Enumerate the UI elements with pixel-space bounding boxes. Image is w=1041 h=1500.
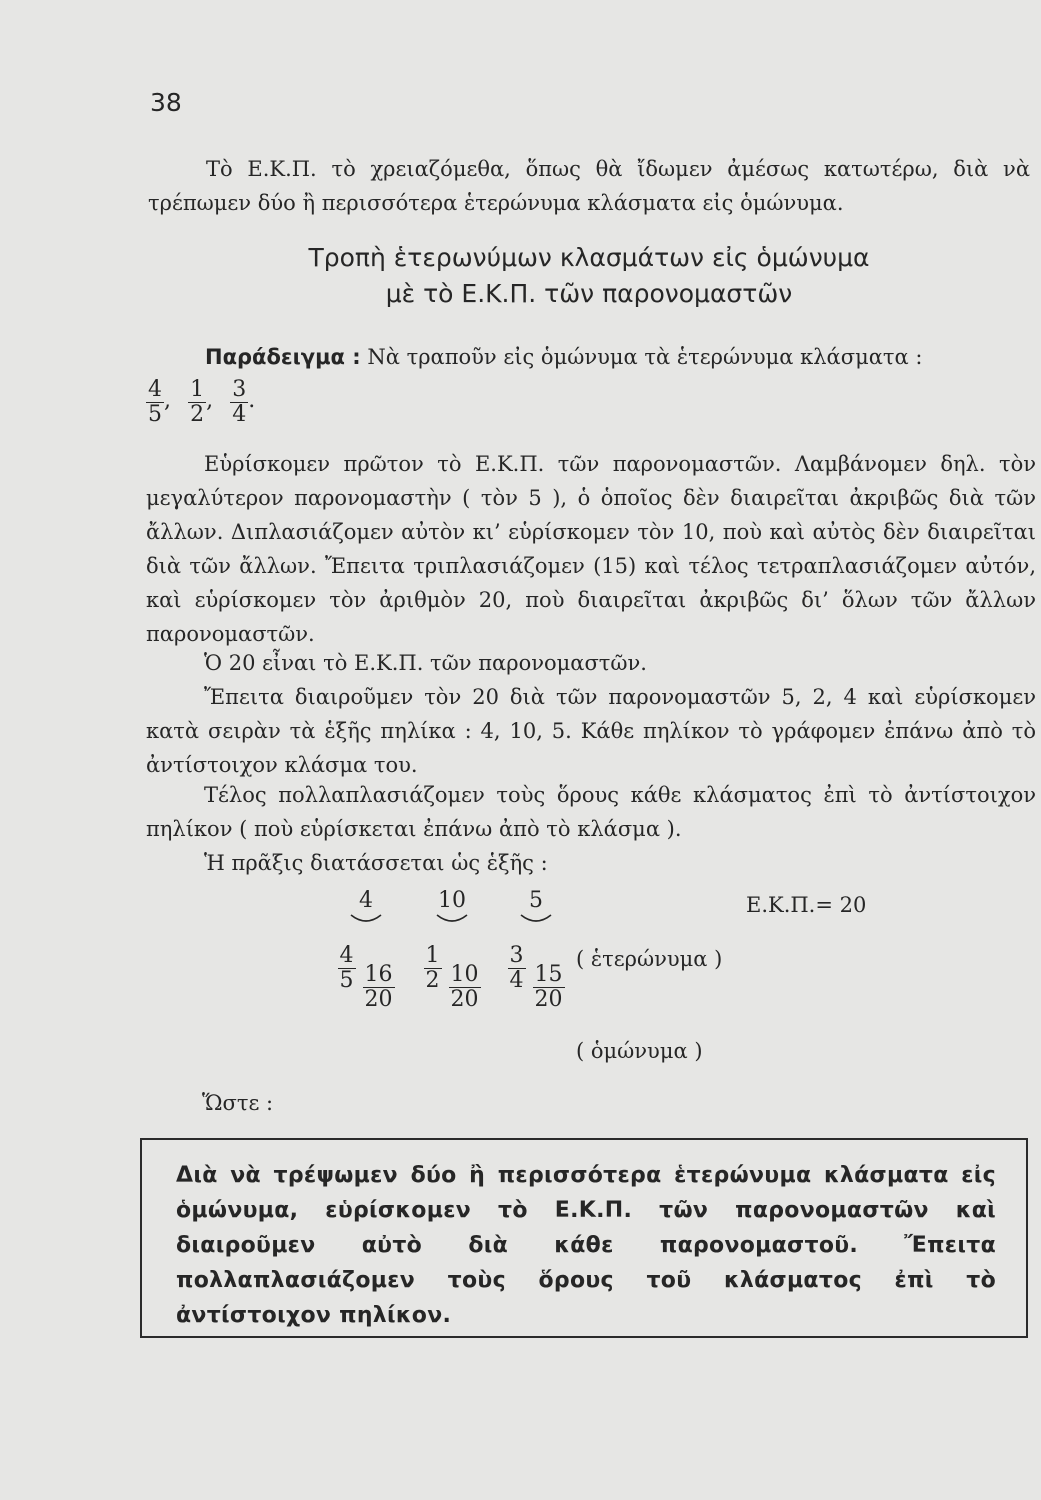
unlike-fraction: $\frac{3}{4}$ (509, 943, 524, 993)
quotient-value: 4 (359, 888, 373, 913)
example-text: Νὰ τραποῦν εἰς ὁμώνυμα τὰ ἑτερώνυμα κλάσματα : (367, 345, 923, 369)
intro-paragraph: Τὸ Ε.Κ.Π. τὸ χρειαζόμεθα, ὅπως θὰ ἴδωμεν ἀμέσως κατωτέρω, διὰ νὰ τρέπωμεν δύο ἢ περισσότερα ἑτερώνυμα κλάσματα εἰς ὁμώνυμα. (148, 157, 1030, 215)
heading-line-2: μὲ τὸ Ε.Κ.Π. τῶν παρονομαστῶν (385, 279, 793, 308)
unlike-fraction: $\frac{1}{2}$ (425, 943, 440, 993)
scheme-column-2 (422, 888, 482, 1012)
lcm-label: Ε.Κ.Π.= 20 (746, 893, 867, 917)
like-fraction: $\frac{16}{20}$ (364, 962, 393, 1012)
paragraph-lcm-method: Εὑρίσκομεν πρῶτον τὸ Ε.Κ.Π. τῶν παρονομαστῶν. Λαμβάνομεν δηλ. τὸν μεγαλύτερον παρονομαστὴν ( τὸν 5 ), ὁ ὁποῖος δὲν διαιρεῖται ἀκριβῶς διὰ τῶν ἄλλων. Διπλασιάζομεν αὐτὸν κι’ εὑρίσκομεν τὸν 10, ποὺ καὶ αὐτὸς δὲν διαιρεῖται διὰ τῶν ἄλλων. Ἔπειτα τριπλασιάζομεν (15) καὶ τέλος τετραπλασιάζομεν αὐτόν, καὶ εὑρίσκομεν τὸν ἀριθμὸν 20, ποὺ διαιρεῖται ἀκριβῶς δι’ ὅλων τῶν ἄλλων παρονομαστῶν. (146, 452, 1036, 646)
paragraph-quotients: Ἔπειτα διαιροῦμεν τὸν 20 διὰ τῶν παρονομαστῶν 5, 2, 4 καὶ εὑρίσκομεν κατὰ σειρὰν τὰ ἑξῆς πηλίκα : 4, 10, 5. Κάθε πηλίκον τὸ γράφομεν ἐπάνω ἀπὸ τὸ ἀντίστοιχον κλάσμα του. (146, 685, 1036, 777)
hoste-label: Ὥστε : (202, 1091, 274, 1115)
unlike-label: ( ἑτερώνυμα ) (576, 947, 723, 971)
scheme-column-3 (506, 888, 566, 1012)
unlike-fraction: $\frac{4}{5}$ (339, 943, 354, 993)
quotient-value: 10 (438, 888, 466, 913)
example-label: Παράδειγμα : (205, 345, 361, 369)
fraction-1-2: $\frac{1}{2}$ (190, 377, 205, 427)
rule-text: Διὰ νὰ τρέψωμεν δύο ἢ περισσότερα ἑτερώνυμα κλάσματα εἰς ὁμώνυμα, εὑρίσκομεν τὸ Ε.Κ.Π. τῶν παρονομαστῶν καὶ διαιροῦμεν αὐτὸ διὰ κάθε παρονομαστοῦ. Ἔπειτα πολλαπλασιάζομεν τοὺς ὅρους τοῦ κλάσματος ἐπὶ τὸ ἀντίστοιχον πηλίκον. (176, 1163, 996, 1328)
like-fraction: $\frac{15}{20}$ (534, 962, 563, 1012)
brace-icon (506, 913, 566, 925)
example-line (205, 340, 1035, 374)
section-heading (148, 240, 1030, 312)
brace-icon (336, 913, 396, 925)
like-fraction: $\frac{10}{20}$ (450, 962, 479, 1012)
rule-box (140, 1138, 1028, 1338)
paragraph-arrangement: Ἡ πρᾶξις διατάσσεται ὡς ἑξῆς : (204, 851, 548, 875)
heading-line-1: Τροπὴ ἑτερωνύμων κλασμάτων εἰς ὁμώνυμα (308, 243, 870, 272)
fraction-4-5: $\frac{4}{5}$ (148, 377, 162, 427)
paragraph-multiply: Τέλος πολλαπλασιάζομεν τοὺς ὅρους κάθε κλάσματος ἐπὶ τὸ ἀντίστοιχον πηλίκον ( ποὺ εὑρίσκεται ἐπάνω ἀπὸ τὸ κλάσμα ). (146, 783, 1036, 841)
fraction-scheme (330, 888, 750, 1088)
brace-icon (422, 913, 482, 925)
fraction-3-4: $\frac{3}{4}$ (232, 377, 247, 427)
like-label: ( ὁμώνυμα ) (576, 1039, 703, 1063)
scheme-column-1 (336, 888, 396, 1012)
example-fractions: $\frac{4}{5}$ , $\frac{1}{2}$ , $\frac{3}{4}$ . (148, 377, 256, 427)
quotient-value: 5 (529, 888, 543, 913)
paragraph-lcm-result: Ὁ 20 εἶναι τὸ Ε.Κ.Π. τῶν παρονομαστῶν. (204, 651, 647, 675)
page-number: 38 (150, 88, 182, 117)
